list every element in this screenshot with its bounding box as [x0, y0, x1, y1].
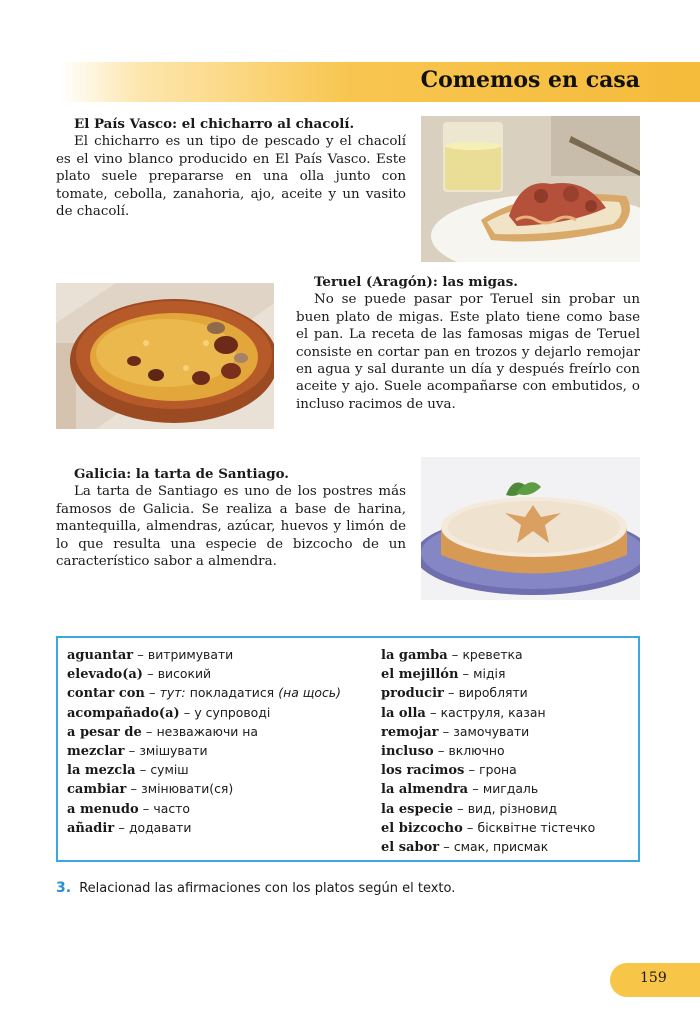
vocab-term: incluso — [381, 744, 434, 760]
vocab-item: la especie – вид, різновид — [381, 800, 558, 817]
page-title: Comemos en casa — [420, 67, 640, 93]
octopus-toast-photo — [421, 116, 640, 262]
vocab-term: añadir — [67, 820, 115, 836]
vocab-translation: додавати — [128, 819, 192, 835]
page-number-tab — [610, 963, 700, 997]
vocab-term: la gamba — [381, 648, 448, 663]
vocab-term: la almendra — [381, 782, 469, 798]
vocab-term: el mejillón — [381, 667, 459, 683]
section-galicia — [56, 466, 406, 570]
vocab-translation: мідія — [473, 666, 506, 682]
vocab-item: el bizcocho – бісквітне тістечко — [381, 819, 596, 836]
vocab-item: elevado(a) – високий — [67, 666, 212, 683]
vocab-item: a menudo – часто — [67, 800, 190, 817]
page-number: 159 — [640, 970, 667, 986]
vocab-note: тут: — [159, 685, 186, 701]
vocab-translation: креветка — [462, 647, 523, 662]
vocab-term: acompañado(a) — [67, 705, 180, 721]
vocabulary-column-left — [67, 646, 367, 838]
vocab-term: elevado(a) — [67, 667, 143, 683]
vocab-item: contar con – тут: покладатися (на щось) — [67, 685, 341, 702]
tarta-de-santiago-photo — [421, 457, 640, 600]
vocab-item: cambiar – змінювати(ся) — [67, 781, 234, 798]
vocab-translation: виробляти — [458, 685, 528, 701]
vocabulary-column-right — [381, 646, 636, 857]
vocab-term: a menudo — [67, 801, 139, 817]
vocab-term: los racimos — [381, 763, 465, 779]
vocab-term: el bizcocho — [381, 820, 463, 836]
vocab-item: aguantar – витримувати — [67, 647, 234, 663]
vocab-term: remojar — [381, 724, 439, 740]
vocab-item: la almendra – мигдаль — [381, 781, 539, 798]
vocab-term: cambiar — [67, 782, 127, 798]
vocab-item: incluso – включно — [381, 743, 505, 760]
vocab-item: el mejillón – мідія — [381, 666, 506, 683]
vocab-translation: мигдаль — [482, 781, 539, 797]
vocab-item: mezclar – змішувати — [67, 743, 208, 760]
vocab-item: el sabor – смак, присмак — [381, 839, 549, 856]
section-heading: Galicia: la tarta de Santiago. — [74, 466, 289, 482]
vocab-translation: у супроводі — [194, 704, 271, 720]
vocab-term: aguantar — [67, 648, 134, 663]
vocab-term: mezclar — [67, 744, 125, 760]
vocab-translation: змінювати(ся) — [141, 781, 234, 797]
exercise-instruction — [56, 880, 455, 896]
vocab-item: a pesar de – незважаючи на — [67, 723, 258, 740]
vocab-term: producir — [381, 686, 444, 702]
vocab-item: los racimos – грона — [381, 762, 517, 779]
vocab-translation: замочувати — [453, 723, 530, 739]
section-heading: El País Vasco: el chicharro al chacolí. — [74, 116, 355, 132]
section-teruel — [296, 274, 640, 413]
section-text: El chicharro es un tipo de pescado y el chacolí es el vino blanco producido en El País Vasco. Este plato suele prepararse en una olla junto con tomate, cebolla, zanahoria, ajo, aceite y un vasito de chacolí. — [56, 134, 406, 220]
vocab-translation: бісквітне тістечко — [477, 819, 596, 835]
vocab-translation: витримувати — [147, 647, 234, 662]
vocab-item: la olla – каструля, казан — [381, 704, 546, 721]
section-text: No se puede pasar por Teruel sin probar un buen plato de migas. Este plato tiene como base el pan. La receta de las famosas migas de Teruel consiste en cortar pan en trozos y dejarlo remojar en agua y sal durante un día y después freírlo con aceite y ajo. Suele acompañarse con embutidos, o incluso racimos de uva. — [296, 292, 640, 412]
vocab-translation: покладатися — [189, 685, 275, 701]
vocab-translation: високий — [157, 666, 212, 682]
exercise-text: Relacionad las afirmaciones con los platos según el texto. — [79, 881, 456, 896]
vocab-item: remojar – замочувати — [381, 723, 530, 740]
vocab-term: a pesar de — [67, 724, 142, 740]
vocab-term: la especie — [381, 801, 453, 817]
vocab-item: la mezcla – суміш — [67, 762, 189, 779]
vocab-term: el sabor — [381, 840, 440, 856]
vocab-translation: змішувати — [139, 743, 208, 759]
vocab-translation: смак, присмак — [453, 839, 549, 855]
vocab-item: añadir – додавати — [67, 819, 192, 836]
vocab-translation: незважаючи на — [156, 723, 258, 739]
vocab-translation: часто — [153, 800, 190, 816]
vocab-term: la mezcla — [67, 763, 136, 779]
section-heading: Teruel (Aragón): las migas. — [314, 274, 518, 290]
vocab-term: la olla — [381, 705, 426, 721]
vocab-item: la gamba – креветка — [381, 647, 523, 663]
exercise-number: 3. — [56, 880, 72, 896]
vocab-translation: суміш — [150, 762, 189, 778]
section-vasco — [56, 116, 406, 220]
vocab-translation: включно — [448, 743, 505, 759]
migas-photo — [56, 283, 274, 429]
vocab-translation: каструля, казан — [440, 704, 546, 720]
vocab-translation: грона — [479, 762, 517, 778]
vocab-item: producir – виробляти — [381, 685, 528, 702]
vocab-item: acompañado(a) – у супроводі — [67, 704, 271, 721]
vocab-note: (на щось) — [278, 685, 341, 701]
vocab-term: contar con — [67, 686, 145, 702]
vocabulary-box — [56, 636, 640, 862]
vocab-translation: вид, різновид — [467, 800, 558, 816]
section-text: La tarta de Santiago es uno de los postres más famosos de Galicia. Se realiza a base de harina, mantequilla, almendras, azúcar, huevos y limón de lo que resulta una especie de bizcocho de un característico sabor a almendra. — [56, 484, 406, 570]
